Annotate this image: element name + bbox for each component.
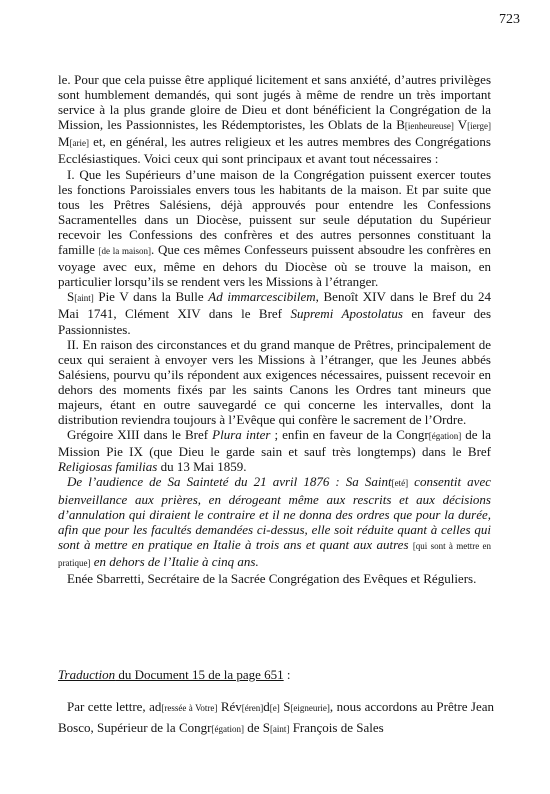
translation-section xyxy=(58,665,494,739)
text-run: d xyxy=(263,699,270,714)
editorial-insertion: [arie] xyxy=(69,138,90,149)
text-run: Rév xyxy=(217,699,242,714)
italic-title: Plura inter xyxy=(212,427,271,443)
paragraph xyxy=(58,289,491,336)
paragraph xyxy=(58,167,491,290)
translation-label: Traduction xyxy=(58,667,116,682)
paragraph xyxy=(58,72,491,167)
text-run: du 13 Mai 1859. xyxy=(157,459,247,475)
text-run: de S xyxy=(243,720,270,735)
text-run: en dehors de l’Italie à cinq ans. xyxy=(90,553,259,569)
body-text xyxy=(58,72,491,586)
text-run: Grégoire XIII dans le Bref xyxy=(67,427,213,443)
text-run: Enée Sbarretti, Secrétaire de la Sacrée Congrégation des Evêques et Réguliers. xyxy=(67,571,477,586)
text-run: consentit avec bienveillance aux prières, en dérogeant même aux rescrits et aux décisions d’annulation qui diraient le contraire et il ne donna des ordres que pour la durée, afin que pour les facultés demandées ci-dessus, elle soit réduite quant à celles qui sont à mettre en pratique en Italie à trois ans et quant aux autres xyxy=(58,474,491,552)
text-run: le. Pour que cela puisse être appliqué licitement et sans anxiété, d’autres privilèges sont humblement demandés, qui sont jugés à même de rendre un très important service à la plus grande gloire de Dieu et dont bénéficient la Congrégation de la Mission, les Passionnistes, les Rédemptoristes, les Oblats de la B xyxy=(58,72,491,133)
editorial-insertion: [ressée à Votre] xyxy=(161,703,218,713)
editorial-insertion: [égation] xyxy=(428,431,462,442)
editorial-insertion: [ierge] xyxy=(467,121,491,132)
translation-paragraph xyxy=(58,697,494,739)
paragraph xyxy=(58,571,491,586)
translation-heading-colon: : xyxy=(283,667,291,682)
editorial-insertion: [égation] xyxy=(211,724,244,734)
paragraph xyxy=(58,474,491,571)
text-run: S xyxy=(279,699,291,714)
text-run: Par cette lettre, ad xyxy=(67,699,162,714)
editorial-insertion: [aint] xyxy=(74,293,94,304)
text-run: ; enfin en faveur de la Congr xyxy=(270,427,429,443)
text-run: II. En raison des circonstances et du grand manque de Prêtres, principalement de ceux qui seraient à envoyer vers les Missions à l’étranger, que les Jeunes abbés Salésiens, pourvu qu’ils répondent aux exigences nécessaires, puissent recevoir en dehors des moments fixés par les saints Canons les Ordres tant mineurs que majeurs, étant en outre sauvegardé ce qui concerne les intervalles, dont la distribution reviendra toujours à l’Evêque qui confère le sacrement de l’Ordre. xyxy=(58,336,491,428)
italic-title: Ad immarcescibilem xyxy=(208,289,316,305)
editorial-insertion: [éren] xyxy=(241,703,264,713)
text-run: François de Sales xyxy=(289,720,384,735)
text-run: de la Mission Pie IX (que Dieu le garde sain et sauf très longtemps) dans le Bref xyxy=(58,427,491,460)
editorial-insertion: [de la maison] xyxy=(98,246,151,257)
text-run: , Benoît XIV dans le Bref du 24 Mai 1741, Clément XIV dans le Bref xyxy=(58,289,491,322)
text-run: et, en général, les autres religieux et les autres membres des Congrégations Ecclésiastiques. Voici ceux qui sont principaux et avant tout nécessaires : xyxy=(58,134,491,167)
editorial-insertion: [eigneurie] xyxy=(290,703,330,713)
text-run: S xyxy=(67,289,75,305)
italic-title: Religiosas familias xyxy=(58,459,158,475)
editorial-insertion: [qui sont à mettre en pratique] xyxy=(58,540,491,568)
text-run: De l’audience de Sa Sainteté du 21 avril 1876 : Sa Saint xyxy=(67,474,392,490)
italic-title: Supremi Apostolatus xyxy=(290,306,403,322)
text-run: , nous accordons au Prêtre Jean Bosco, Supérieur de la Congr xyxy=(58,699,494,735)
translation-document-reference: du Document 15 de la page 651 xyxy=(115,667,284,682)
text-run: en faveur des Passionnistes. xyxy=(58,306,491,337)
text-run: I. Que les Supérieurs d’une maison de la Congrégation puissent exercer toutes les fonctions Paroissiales envers tous les habitants de la maison. Et par suite que tous les Prêtres Salésiens, déjà approuvés pour entendre les Confessions Sacramentelles dans un Diocèse, puissent sur seule députation du Supérieur recevoir les Confessions des confrères et des autres personnes constituant la famille xyxy=(58,166,491,258)
text-run: Pie V dans la Bulle xyxy=(93,289,209,305)
translation-heading xyxy=(58,665,494,685)
paragraph xyxy=(58,337,491,428)
text-run: V xyxy=(453,117,468,133)
paragraph xyxy=(58,427,491,474)
text-run: M xyxy=(58,134,70,150)
translation-heading-underlined xyxy=(58,667,284,682)
editorial-insertion: [ienheureuse] xyxy=(404,121,454,132)
editorial-insertion: [e] xyxy=(269,703,280,713)
editorial-insertion: [eté] xyxy=(391,478,409,489)
page-number: 723 xyxy=(499,12,520,27)
editorial-insertion: [aint] xyxy=(269,724,290,734)
text-run: . Que ces mêmes Confesseurs puissent absoudre les confrères en voyage avec eux, même en dehors du Diocèse où se trouve la maison, en particulier lorsqu’ils se rendent vers les Missions à l’étranger. xyxy=(58,242,491,290)
